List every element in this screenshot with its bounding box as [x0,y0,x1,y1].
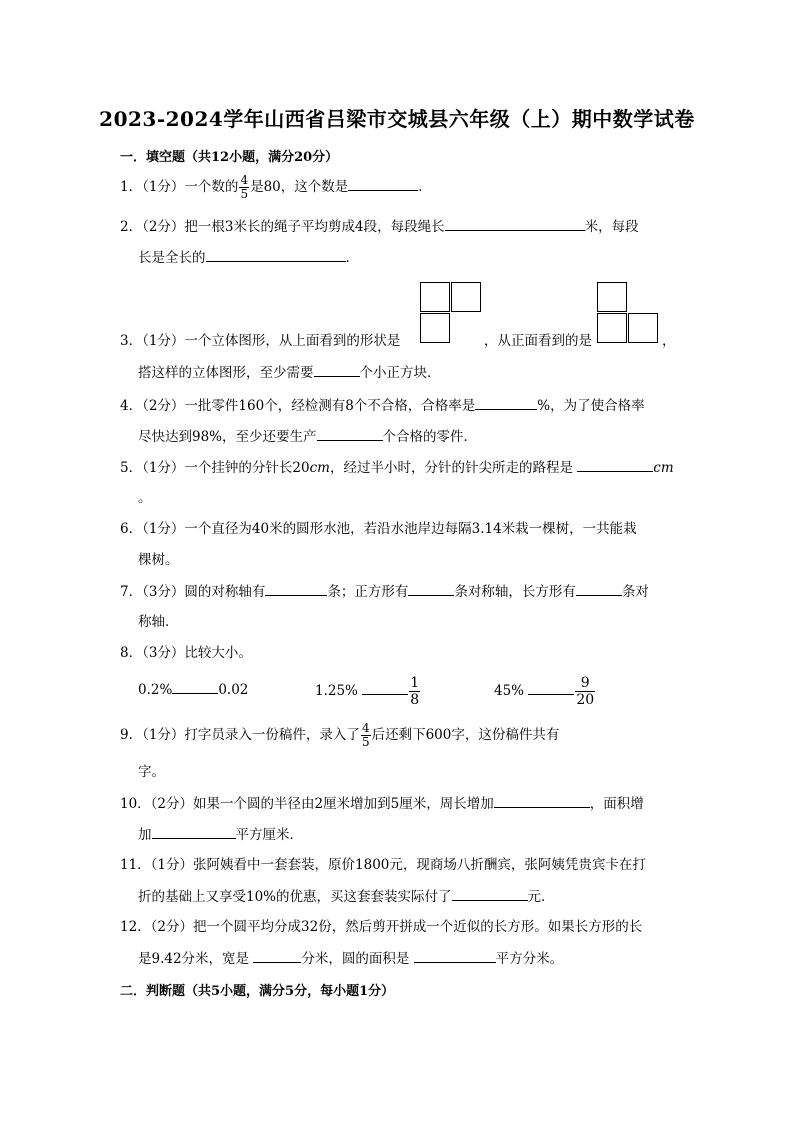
q3-text-c: ， [662,333,676,349]
question-10-line2 [138,824,303,845]
question-3-line2 [138,362,441,383]
q11-text-b: 折的基础上又享受10%的优惠，买这套套装实际付了 [138,889,452,905]
answer-blank[interactable] [152,824,236,839]
q7-text: 7．（3分）圆的对称轴有 [120,584,266,600]
compare-right-value: 0.02 [218,682,249,698]
question-5 [120,457,674,478]
square-cell [420,282,450,312]
question-12-line2 [138,948,563,969]
question-10 [120,793,644,814]
q6-text-b: 棵树。 [138,552,179,568]
answer-blank[interactable] [576,581,622,596]
fraction-nine-twentieths [575,675,595,708]
q10-text-b: ，面积增 [589,796,644,812]
q10-text: 10．（2分）如果一个圆的半径由2厘米增加到5厘米，周长增加 [120,796,494,812]
answer-blank[interactable] [577,457,653,472]
answer-blank[interactable] [348,176,418,191]
answer-blank[interactable] [414,948,496,963]
q4-text-d: 个合格的零件． [382,429,478,445]
fraction-four-fifths [361,722,371,749]
fraction-numerator: 4 [361,721,370,735]
q7-text-b: 条；正方形有 [327,584,409,600]
q12-text-c: 分米，圆的面积是 [301,951,414,967]
answer-blank[interactable] [314,362,360,377]
q2-text-b: 米，每段 [584,219,639,235]
q7-text-e: 称轴． [138,614,179,630]
compare-left-value: 0.2% [138,682,173,698]
q2-text: 2．（2分）把一根3米长的绳子平均剪成4段，每段绳长 [120,219,445,235]
q5-text: 5．（1分）一个挂钟的分针长20 [120,460,310,476]
question-11-line2 [138,886,555,907]
unit-cm: cm [653,460,674,476]
fraction-numerator: 9 [575,675,595,692]
answer-blank[interactable] [317,426,383,441]
fraction-denominator: 5 [361,735,370,749]
fraction-four-fifths [239,174,249,201]
q4-text: 4．（2分）一批零件160个，经检测有8个不合格，合格率是 [120,398,476,414]
compare-left-value: 1.25% [315,683,358,699]
front-view-figure [597,282,661,346]
question-2-line2 [138,247,359,268]
question-2 [120,216,639,237]
answer-blank[interactable] [253,948,301,963]
answer-blank[interactable] [172,679,218,694]
square-cell [451,282,481,312]
q4-text-b: %，为了使合格率 [537,398,645,414]
q11-text-c: 元． [527,889,555,905]
q4-text-c: 尽快达到98%，至少还要生产 [138,429,317,445]
question-11 [120,855,646,875]
q3-text: 3．（1分）一个立体图形，从上面看到的形状是 [120,333,401,349]
question-6 [120,519,637,539]
question-9 [120,722,559,749]
q11-text: 11．（1分）张阿姨看中一套套装，原价1800元，现商场八折酬宾，张阿姨凭贵宾卡在打 [120,857,646,873]
fraction-denominator: 8 [410,692,420,708]
fraction-denominator: 20 [576,692,595,708]
compare-item-1 [138,679,248,700]
answer-blank[interactable] [445,216,585,231]
unit-cm: cm [309,460,330,476]
question-8 [120,643,252,663]
q3-text-b: ，从正面看到的是 [484,333,592,349]
answer-blank[interactable] [408,581,454,596]
compare-left-value: 45% [494,683,525,699]
q3-text-d: 搭这样的立体图形，至少需要 [138,365,314,381]
question-12 [120,917,642,937]
q7-text-c: 条对称轴，长方形有 [454,584,576,600]
square-cell [597,282,627,312]
q9-text-c: 字。 [138,764,165,780]
fraction-one-eighth [409,675,420,708]
q1-text: 1．（1分）一个数的 [120,179,239,195]
answer-blank[interactable] [475,395,537,410]
q3-text-e: 个小正方块． [359,365,441,381]
square-cell [628,313,658,343]
q10-text-c: 加 [138,827,152,843]
q5-text-b: ，经过半小时，分针的针尖所走的路程是 [329,460,578,476]
question-9-line2 [138,762,165,782]
q2-text-d: ． [345,250,359,266]
compare-item-2 [315,675,421,708]
answer-blank[interactable] [528,680,574,695]
question-4-line2 [138,426,477,447]
question-1 [120,174,432,201]
answer-blank[interactable] [452,886,528,901]
question-7-line2 [138,612,179,632]
q1-text-c: ． [418,179,432,195]
q7-text-d: 条对 [621,584,649,600]
fraction-numerator: 1 [410,675,420,691]
question-3-end [662,331,676,351]
question-5-line2 [138,488,152,508]
answer-blank[interactable] [494,793,590,808]
q1-text-b: 是80，这个数是 [250,179,349,195]
question-7 [120,581,649,602]
q12-text-b: 是9.42分米，宽是 [138,951,254,967]
q6-text: 6．（1分）一个直径为40米的圆形水池，若沿水池岸边每隔3.14米栽一棵树，一共能栽 [120,521,637,537]
question-3-mid [484,331,592,351]
section-heading-true-false: 二．判断题（共5小题，满分5分，每小题1分） [120,984,395,999]
q12-text: 12．（2分）把一个圆平均分成32份，然后剪开拼成一个近似的长方形。如果长方形的长 [120,919,643,935]
section-heading-fill-blank: 一．填空题（共12小题，满分20分） [120,150,339,165]
top-view-figure [420,282,484,346]
square-cell [597,313,627,343]
answer-blank[interactable] [265,581,327,596]
page-title: 2023-2024学年山西省吕梁市交城县六年级（上）期中数学试卷 [99,107,695,131]
q12-text-d: 平方分米。 [495,951,564,967]
q10-text-d: 平方厘米． [235,827,303,843]
q9-text: 9．（1分）打字员录入一份稿件，录入了 [120,727,360,743]
question-4 [120,395,645,416]
compare-item-3 [494,675,596,708]
q8-text: 8．（3分）比较大小。 [120,645,252,661]
answer-blank[interactable] [206,247,346,262]
q2-text-c: 长是全长的 [138,250,206,266]
fraction-denominator: 5 [240,187,249,201]
answer-blank[interactable] [362,680,408,695]
question-6-line2 [138,550,179,570]
q9-text-b: 后还剩下600字，这份稿件共有 [371,727,560,743]
question-3 [120,331,400,351]
q5-text-c: 。 [138,490,152,506]
square-cell [420,313,450,343]
fraction-numerator: 4 [240,173,249,187]
